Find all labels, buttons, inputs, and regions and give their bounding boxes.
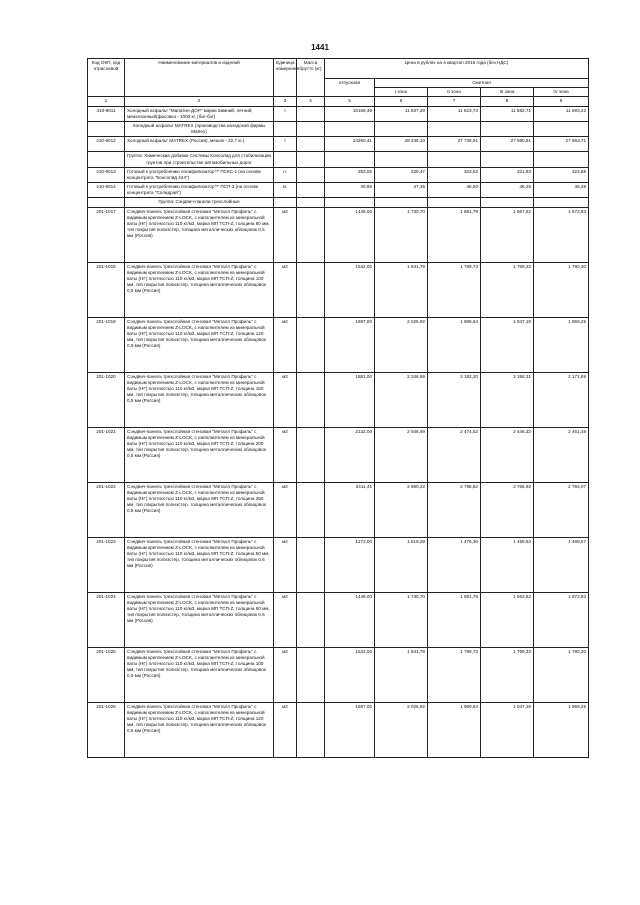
price-zone-1: 47,35 xyxy=(375,183,428,198)
price-zone-2: 2 798,82 xyxy=(428,482,481,537)
table-row xyxy=(88,592,589,647)
group-spacer xyxy=(325,198,375,207)
unit-of-measure: м2 xyxy=(274,537,297,592)
gross-mass xyxy=(297,183,325,198)
price-zone-1: 2 026,92 xyxy=(375,702,428,757)
material-name: Сэндвич-панель трехслойная стеновая "Металл Профиль" с видимым креплением Z-LOCK, с наполнителем из минеральной ваты (НГ) плотностью 110 кг/м3, марка МП ТСП-Z, толщина 120 мм, тип покрытия полиэстер, толщина металлических облицовок 0,6 мм (Россия) xyxy=(125,702,274,757)
gross-mass xyxy=(297,137,325,152)
unit-of-measure: м2 xyxy=(274,647,297,702)
material-name: Сэндвич-панель трехслойная стеновая "Металл Профиль" с видимым креплением Z-LOCK, с наполнителем из минеральной ваты (НГ) плотностью 110 кг/м3, марка МП ТСП-Z, толщина 150 мм, тип покрытия полиэстер, толщина металлических облицовок 0,5 мм (Россия) xyxy=(125,372,274,427)
group-spacer xyxy=(274,198,297,207)
material-code: 201-1024 xyxy=(88,592,125,647)
price-zone-3: 2 158,31 xyxy=(481,372,534,427)
group-spacer xyxy=(534,121,589,136)
material-code: 201-1017 xyxy=(88,207,125,262)
price-zone-2: 1 789,73 xyxy=(428,262,481,317)
column-number: 2 xyxy=(125,97,274,106)
table-row xyxy=(88,262,589,317)
header-zone-2: II зона xyxy=(428,88,481,97)
price-zone-4: 1 959,25 xyxy=(534,317,589,372)
material-name: Сэндвич-панель трехслойная стеновая "Металл Профиль" с видимым креплением Z-LOCK, с наполнителем из минеральной ваты (НГ) плотностью 110 кг/м3, марка МП ТСП-Z, толщина 100 мм, тип покрытия полиэстер, толщина металлических облицовок 0,6 мм (Россия) xyxy=(125,647,274,702)
unit-of-measure: кг. xyxy=(274,183,297,198)
gross-mass xyxy=(297,482,325,537)
gross-mass xyxy=(297,647,325,702)
price-zone-1: 1 519,29 xyxy=(375,537,428,592)
price-zone-1: 1 730,70 xyxy=(375,592,428,647)
group-spacer xyxy=(534,198,589,207)
table-row xyxy=(88,372,589,427)
price-zone-3: 27 590,91 xyxy=(481,137,534,152)
table-body xyxy=(88,106,589,757)
material-code: 201-1025 xyxy=(88,647,125,702)
group-row xyxy=(88,198,589,207)
table-row xyxy=(88,183,589,198)
group-spacer xyxy=(274,121,297,136)
table-row xyxy=(88,702,589,757)
table-row xyxy=(88,106,589,121)
price-zone-4: 46,38 xyxy=(534,183,589,198)
group-row xyxy=(88,152,589,167)
unit-of-measure: м2 xyxy=(274,262,297,317)
price-zone-2: 1 969,64 xyxy=(428,702,481,757)
column-number: 8 xyxy=(481,97,534,106)
price-zone-1: 28 246,10 xyxy=(375,137,428,152)
column-number: 7 xyxy=(428,97,481,106)
price-zone-4: 11 593,22 xyxy=(534,106,589,121)
gross-mass xyxy=(297,537,325,592)
material-name: Сэндвич-панель трехслойная стеновая "Металл Профиль" с видимым креплением Z-LOCK, с наполнителем из минеральной ваты (НГ) плотностью 110 кг/м3, марка МП ТСП-Z, толщина 100 мм, тип покрытия полиэстер, толщина металлических облицовок 0,5 мм (Россия) xyxy=(125,262,274,317)
header-code: Код ОКП, код отраслевой xyxy=(88,59,125,97)
column-number: 5 xyxy=(325,97,375,106)
price-otpusknaya: 1881,00 xyxy=(325,372,375,427)
material-code: 201-1026 xyxy=(88,702,125,757)
unit-of-measure: м2 xyxy=(274,207,297,262)
material-code: 201-1021 xyxy=(88,427,125,482)
unit-of-measure: м2 xyxy=(274,482,297,537)
column-number: 4 xyxy=(297,97,325,106)
price-zone-3: 1 769,33 xyxy=(481,647,534,702)
price-zone-2: 27 736,51 xyxy=(428,137,481,152)
group-spacer xyxy=(325,121,375,136)
material-name: Холодный асфальт MATREX (Россия), мешок - 22,7 кг.) xyxy=(125,137,274,152)
table-row xyxy=(88,427,589,482)
header-zone-1: I зона xyxy=(375,88,428,97)
price-zone-4: 1 780,30 xyxy=(534,647,589,702)
gross-mass xyxy=(297,106,325,121)
price-zone-4: 1 672,93 xyxy=(534,207,589,262)
unit-of-measure: м2 xyxy=(274,427,297,482)
table-row xyxy=(88,482,589,537)
material-code: 410-8012 xyxy=(88,137,125,152)
price-zone-3: 1 667,62 xyxy=(481,207,534,262)
column-number: 9 xyxy=(534,97,589,106)
price-zone-4: 1 780,30 xyxy=(534,262,589,317)
gross-mass xyxy=(297,317,325,372)
price-zone-4: 1 672,93 xyxy=(534,592,589,647)
price-otpusknaya: 1272,00 xyxy=(325,537,375,592)
price-otpusknaya: 1542,00 xyxy=(325,262,375,317)
table-row xyxy=(88,317,589,372)
material-code: 410-8013 xyxy=(88,167,125,182)
price-zone-2: 46,50 xyxy=(428,183,481,198)
price-zone-3: 1 769,33 xyxy=(481,262,534,317)
material-name: Готовый к употреблению полифилизатор™ ПСКС-1 (на основе концентрата "Консолид 444") xyxy=(125,167,274,182)
material-name: Готовый к употреблению полифилизатор™ ПСП-3 (на основе концентрата "Солидрай") xyxy=(125,183,274,198)
group-spacer xyxy=(428,121,481,136)
price-otpusknaya: 10169,49 xyxy=(325,106,375,121)
price-otpusknaya: 253,05 xyxy=(325,167,375,182)
header-mass: Масса брутто (кг) xyxy=(297,59,325,97)
material-name: Сэндвич-панель трехслойная стеновая "Металл Профиль" с видимым креплением Z-LOCK, с наполнителем из минеральной ваты (НГ) плотностью 110 кг/м3, марка МП ТСП-Z, толщина 200 мм, тип покрытия полиэстер, толщина металлических облицовок 0,5 мм (Россия) xyxy=(125,427,274,482)
unit-of-measure: м2 xyxy=(274,372,297,427)
column-number: 1 xyxy=(88,97,125,106)
price-otpusknaya: 1697,00 xyxy=(325,317,375,372)
material-name: Сэндвич-панель трехслойная стеновая "Металл Профиль" с видимым креплением Z-LOCK, с наполнителем из минеральной ваты (НГ) плотностью 110 кг/м3, марка МП ТСП-Z, толщина 50 мм, тип покрытия полиэстер, толщина металлических облицовок 0,6 мм (Россия) xyxy=(125,537,274,592)
price-zone-1: 329,47 xyxy=(375,167,428,182)
column-number: 6 xyxy=(375,97,428,106)
price-zone-2: 2 474,52 xyxy=(428,427,481,482)
table-row xyxy=(88,167,589,182)
price-zone-2: 1 789,73 xyxy=(428,647,481,702)
price-zone-3: 2 446,32 xyxy=(481,427,534,482)
price-otpusknaya: 40,86 xyxy=(325,183,375,198)
price-otpusknaya: 2411,41 xyxy=(325,482,375,537)
group-spacer xyxy=(88,198,125,207)
material-name: Сэндвич-панель трехслойная стеновая "Металл Профиль" с видимым креплением Z-LOCK, с наполнителем из минеральной ваты (НГ) плотностью 110 кг/м3, марка МП ТСП-Z, толщина 250 мм, тип покрытия полиэстер, толщина металлических облицовок 0,5 мм (Россия) xyxy=(125,482,274,537)
gross-mass xyxy=(297,592,325,647)
price-otpusknaya: 1542,00 xyxy=(325,647,375,702)
group-spacer xyxy=(375,121,428,136)
price-zone-3: 11 582,71 xyxy=(481,106,534,121)
table-row xyxy=(88,137,589,152)
price-otpusknaya: 2132,00 xyxy=(325,427,375,482)
group-spacer xyxy=(481,121,534,136)
price-zone-3: 1 947,18 xyxy=(481,702,534,757)
price-zone-2: 1 476,36 xyxy=(428,537,481,592)
group-spacer xyxy=(428,152,481,167)
price-zone-4: 27 663,71 xyxy=(534,137,589,152)
column-number: 3 xyxy=(274,97,297,106)
price-zone-2: 11 623,73 xyxy=(428,106,481,121)
price-otpusknaya: 1449,00 xyxy=(325,207,375,262)
group-spacer xyxy=(325,152,375,167)
material-code: 201-1020 xyxy=(88,372,125,427)
page-number: 1441 xyxy=(311,43,329,52)
header-otpusknaya: отпускная xyxy=(325,79,375,97)
header-price-title: Цена в рублях на 4 квартал 2015 года (без НДС) xyxy=(325,59,589,79)
group-spacer xyxy=(274,152,297,167)
header-zone-4: IV зона xyxy=(534,88,589,97)
price-zone-1: 11 637,29 xyxy=(375,106,428,121)
group-title: Группа: Сэндвич-панели трехслойные xyxy=(125,198,274,207)
group-spacer xyxy=(297,121,325,136)
material-code: 410-8011 xyxy=(88,106,125,121)
table-row xyxy=(88,647,589,702)
material-code: 410-8014 xyxy=(88,183,125,198)
material-code: 201-1022 xyxy=(88,482,125,537)
price-zone-3: 1 459,53 xyxy=(481,537,534,592)
price-zone-3: 46,25 xyxy=(481,183,534,198)
price-zone-1: 1 841,78 xyxy=(375,647,428,702)
price-zone-2: 1 969,64 xyxy=(428,317,481,372)
group-spacer xyxy=(88,121,125,136)
material-name: Сэндвич-панель трехслойная стеновая "Металл Профиль" с видимым креплением Z-LOCK, с наполнителем из минеральной ваты (НГ) плотностью 110 кг/м3, марка МП ТСП-Z, толщина 80 мм, тип покрытия полиэстер, толщина металлических облицовок 0,6 мм (Россия) xyxy=(125,592,274,647)
price-zone-4: 1 959,25 xyxy=(534,702,589,757)
price-otpusknaya: 24260,41 xyxy=(325,137,375,152)
material-code: 201-1018 xyxy=(88,262,125,317)
group-spacer xyxy=(428,198,481,207)
price-zone-2: 1 681,79 xyxy=(428,207,481,262)
price-zone-4: 1 468,57 xyxy=(534,537,589,592)
price-zone-1: 2 880,22 xyxy=(375,482,428,537)
group-title: Группа: Химические добавки Системы Консолид для стабилизации грунтов при строительстве автомобильных дорог xyxy=(125,152,274,167)
group-spacer xyxy=(481,198,534,207)
price-otpusknaya: 1697,00 xyxy=(325,702,375,757)
material-name: Сэндвич-панель трехслойная стеновая "Металл Профиль" с видимым креплением Z-LOCK, с наполнителем из минеральной ваты (НГ) плотностью 110 кг/м3, марка МП ТСП-Z, толщина 120 мм, тип покрытия полиэстер, толщина металлических облицовок 0,5 мм (Россия) xyxy=(125,317,274,372)
group-spacer xyxy=(297,152,325,167)
table-row xyxy=(88,207,589,262)
table-row xyxy=(88,537,589,592)
column-number-row xyxy=(88,97,589,106)
price-zone-1: 2 246,69 xyxy=(375,372,428,427)
gross-mass xyxy=(297,702,325,757)
price-zone-4: 2 171,69 xyxy=(534,372,589,427)
header-zone-3: III зона xyxy=(481,88,534,97)
price-zone-1: 2 546,49 xyxy=(375,427,428,482)
price-zone-1: 2 026,92 xyxy=(375,317,428,372)
price-zone-3: 1 947,18 xyxy=(481,317,534,372)
group-spacer xyxy=(481,152,534,167)
price-zone-3: 1 662,62 xyxy=(481,592,534,647)
price-otpusknaya: 1449,00 xyxy=(325,592,375,647)
material-code: 201-1019 xyxy=(88,317,125,372)
price-zone-2: 323,53 xyxy=(428,167,481,182)
unit-of-measure: л. xyxy=(274,167,297,182)
group-row xyxy=(88,121,589,136)
price-table xyxy=(87,58,589,758)
unit-of-measure: т xyxy=(274,106,297,121)
price-zone-4: 2 784,07 xyxy=(534,482,589,537)
gross-mass xyxy=(297,207,325,262)
price-zone-2: 2 183,20 xyxy=(428,372,481,427)
group-spacer xyxy=(534,152,589,167)
price-zone-1: 1 841,78 xyxy=(375,262,428,317)
unit-of-measure: м2 xyxy=(274,702,297,757)
unit-of-measure: м2 xyxy=(274,592,297,647)
unit-of-measure: м2 xyxy=(274,317,297,372)
group-spacer xyxy=(88,152,125,167)
unit-of-measure: т xyxy=(274,137,297,152)
gross-mass xyxy=(297,372,325,427)
price-zone-3: 321,83 xyxy=(481,167,534,182)
group-title: Холодный асфальт MATREX (производства канадской фирмы Matrex) xyxy=(125,121,274,136)
material-name: Сэндвич-панель трехслойная стеновая "Металл Профиль" с видимым креплением Z-LOCK, с наполнителем из минеральной ваты (НГ) плотностью 110 кг/м3, марка МП ТСП-Z, толщина 80 мм, тип покрытия полиэстер, толщина металлических облицовок 0,5 мм (Россия) xyxy=(125,207,274,262)
header-unit: Единица измерения xyxy=(274,59,297,97)
gross-mass xyxy=(297,167,325,182)
price-zone-4: 322,68 xyxy=(534,167,589,182)
material-code: 201-1023 xyxy=(88,537,125,592)
price-zone-4: 2 461,48 xyxy=(534,427,589,482)
group-spacer xyxy=(375,152,428,167)
group-spacer xyxy=(297,198,325,207)
group-spacer xyxy=(375,198,428,207)
price-zone-3: 2 766,92 xyxy=(481,482,534,537)
gross-mass xyxy=(297,427,325,482)
header-name: Наименование материалов и изделий xyxy=(125,59,274,97)
gross-mass xyxy=(297,262,325,317)
price-zone-1: 1 730,70 xyxy=(375,207,428,262)
material-name: Холодный асфальт "Мапатин-ДОР" марки Зимний, летний, межсезонный(фасовка - 1000 кг, (биг-бэг) xyxy=(125,106,274,121)
price-zone-2: 1 681,79 xyxy=(428,592,481,647)
header-smetnaya: Сметная xyxy=(375,79,589,88)
